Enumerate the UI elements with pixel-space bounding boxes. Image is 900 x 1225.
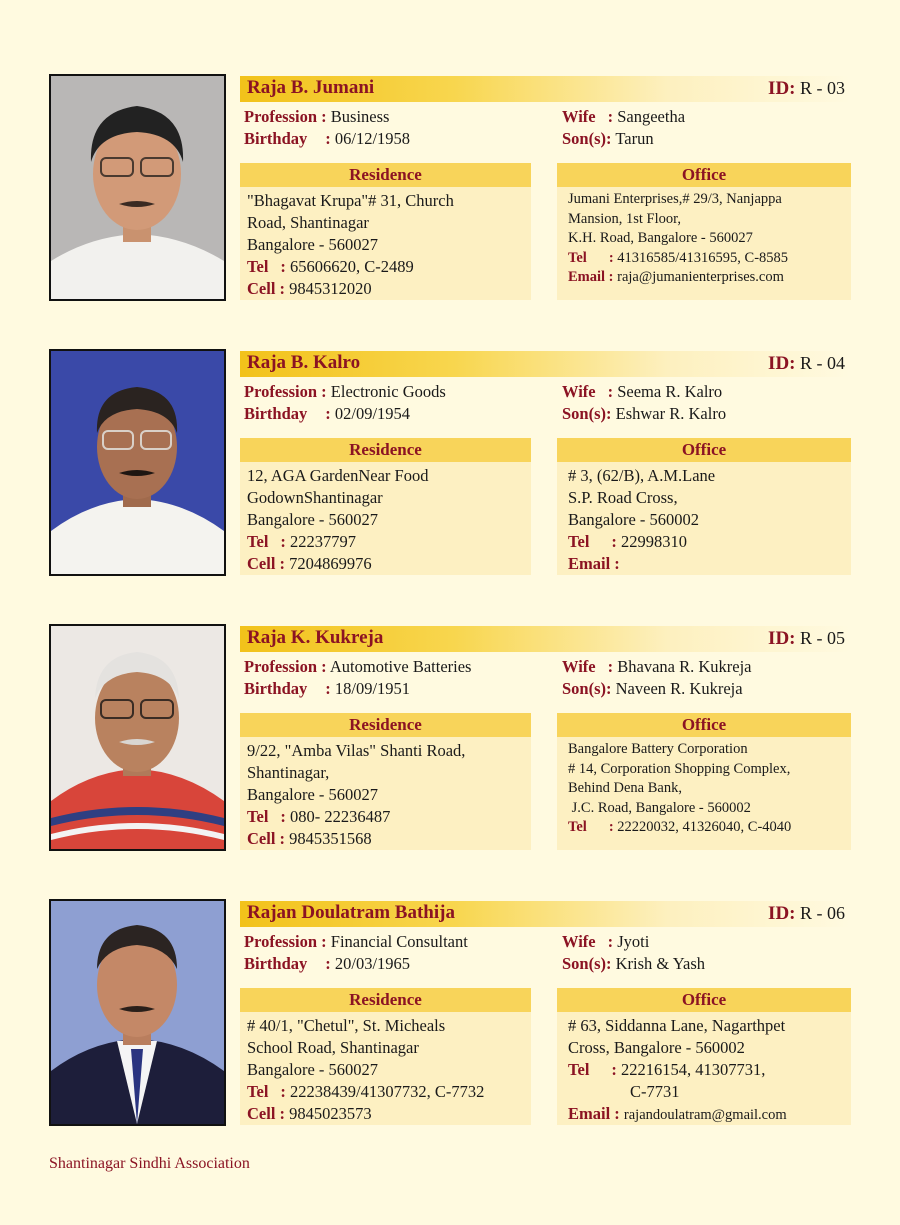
personal-info	[244, 381, 446, 425]
office-box	[557, 163, 851, 300]
cell-value: 7204869976	[289, 554, 372, 573]
association-footer: Shantinagar Sindhi Association	[49, 1155, 250, 1172]
birthday-colon: :	[325, 129, 331, 148]
sons-label: Son(s):	[562, 129, 612, 148]
birthday-label: Birthday	[244, 404, 308, 423]
profession-value: Electronic Goods	[330, 382, 446, 401]
residence-box	[240, 988, 531, 1125]
family-info	[562, 106, 685, 150]
address-line: Bangalore - 560027	[247, 1060, 379, 1079]
member-id-value: R - 03	[800, 78, 845, 98]
sons-value: Naveen R. Kukreja	[615, 679, 743, 698]
address-line: "Bhagavat Krupa"# 31, Church	[247, 191, 454, 210]
cell-value: 9845312020	[289, 279, 372, 298]
profession-label: Profession :	[244, 932, 327, 951]
family-info	[562, 656, 751, 700]
address-line: J.C. Road, Bangalore - 560002	[568, 799, 751, 816]
email-label: Email :	[568, 1104, 620, 1123]
birthday-value: 20/03/1965	[334, 954, 411, 973]
address-line: Shantinagar,	[247, 763, 330, 782]
residence-heading: Residence	[240, 988, 531, 1012]
profession-value: Business	[330, 107, 390, 126]
birthday-label: Birthday	[244, 679, 308, 698]
residence-details	[240, 1012, 531, 1125]
residence-details	[240, 737, 531, 850]
wife-label: Wife	[562, 657, 596, 676]
address-line: Mansion, 1st Floor,	[568, 210, 682, 227]
id-label: ID:	[768, 78, 796, 99]
residence-box	[240, 163, 531, 300]
tel-colon: :	[608, 249, 614, 266]
tel-colon: :	[280, 1082, 286, 1101]
member-id	[768, 78, 845, 100]
member-name: Rajan Doulatram Bathija	[247, 902, 455, 923]
portrait-image	[51, 76, 224, 299]
office-heading: Office	[557, 988, 851, 1012]
birthday-colon: :	[325, 954, 331, 973]
office-heading: Office	[557, 713, 851, 737]
cell-label: Cell :	[247, 829, 286, 848]
member-name-bar	[240, 901, 851, 927]
email-link[interactable]: rajandoulatram@gmail.com	[623, 1107, 787, 1123]
tel-value: 22998310	[621, 532, 688, 551]
email-link[interactable]: raja@jumanienterprises.com	[617, 269, 784, 286]
cell-value: 9845351568	[289, 829, 372, 848]
sons-value: Tarun	[615, 129, 654, 148]
office-box	[557, 438, 851, 575]
sons-value: Eshwar R. Kalro	[615, 404, 727, 423]
member-entry-r04	[49, 349, 851, 577]
wife-value: Seema R. Kalro	[617, 382, 723, 401]
address-line: # 14, Corporation Shopping Complex,	[568, 760, 791, 777]
tel-value: 22238439/41307732, C-7732	[290, 1082, 485, 1101]
family-info	[562, 381, 726, 425]
office-details	[557, 737, 851, 838]
member-id-value: R - 06	[800, 903, 845, 923]
id-label: ID:	[768, 903, 796, 924]
email-label: Email :	[568, 554, 620, 573]
tel-value-continued: C-7731	[630, 1082, 680, 1101]
address-line: School Road, Shantinagar	[247, 1038, 419, 1057]
member-photo	[49, 74, 226, 301]
address-line: Bangalore - 560027	[247, 785, 379, 804]
wife-value: Jyoti	[617, 932, 650, 951]
tel-colon: :	[280, 807, 286, 826]
address-line: K.H. Road, Bangalore - 560027	[568, 230, 753, 247]
cell-label: Cell :	[247, 1104, 286, 1123]
address-line: Bangalore - 560027	[247, 510, 379, 529]
member-name: Raja B. Jumani	[247, 77, 375, 98]
wife-colon: :	[607, 107, 614, 126]
profession-label: Profession :	[244, 107, 327, 126]
address-line: Bangalore Battery Corporation	[568, 741, 748, 757]
member-entry-r03	[49, 74, 851, 302]
tel-label: Tel	[247, 1082, 269, 1101]
profession-label: Profession :	[244, 382, 327, 401]
wife-label: Wife	[562, 932, 596, 951]
address-line: 9/22, "Amba Vilas" Shanti Road,	[247, 741, 466, 760]
member-id	[768, 628, 845, 650]
member-id	[768, 353, 845, 375]
member-name-bar	[240, 76, 851, 102]
profession-label: Profession :	[244, 657, 327, 676]
tel-label: Tel	[568, 532, 590, 551]
address-line: 12, AGA GardenNear Food	[247, 466, 429, 485]
wife-label: Wife	[562, 382, 596, 401]
address-line: Bangalore - 560027	[247, 235, 379, 254]
member-name-bar	[240, 351, 851, 377]
portrait-image	[51, 626, 224, 849]
residence-heading: Residence	[240, 438, 531, 462]
office-box	[557, 988, 851, 1125]
member-name: Raja K. Kukreja	[247, 627, 384, 648]
sons-value: Krish & Yash	[615, 954, 706, 973]
address-line: GodownShantinagar	[247, 488, 383, 507]
residence-details	[240, 462, 531, 575]
member-photo	[49, 349, 226, 576]
address-line: # 63, Siddanna Lane, Nagarthpet	[568, 1016, 786, 1035]
profession-value: Automotive Batteries	[329, 657, 472, 676]
address-line: S.P. Road Cross,	[568, 488, 678, 507]
tel-label: Tel	[247, 807, 269, 826]
birthday-value: 06/12/1958	[334, 129, 411, 148]
address-line: Bangalore - 560002	[568, 510, 700, 529]
member-photo	[49, 899, 226, 1126]
birthday-colon: :	[325, 679, 331, 698]
tel-label: Tel	[247, 532, 269, 551]
office-details	[557, 187, 851, 288]
office-box	[557, 713, 851, 850]
birthday-value: 18/09/1951	[334, 679, 411, 698]
birthday-label: Birthday	[244, 129, 308, 148]
address-line: # 3, (62/B), A.M.Lane	[568, 466, 716, 485]
birthday-value: 02/09/1954	[334, 404, 411, 423]
member-id-value: R - 04	[800, 353, 845, 373]
address-line: Road, Shantinagar	[247, 213, 369, 232]
cell-value: 9845023573	[289, 1104, 372, 1123]
tel-label: Tel	[568, 1060, 590, 1079]
id-label: ID:	[768, 353, 796, 374]
member-photo	[49, 624, 226, 851]
member-id-value: R - 05	[800, 628, 845, 648]
residence-heading: Residence	[240, 163, 531, 187]
personal-info	[244, 656, 471, 700]
tel-label: Tel	[568, 249, 587, 266]
wife-value: Sangeetha	[617, 107, 686, 126]
portrait-image	[51, 351, 224, 574]
id-label: ID:	[768, 628, 796, 649]
email-label: Email :	[568, 269, 614, 286]
tel-value: 22216154, 41307731,	[621, 1060, 766, 1079]
tel-colon: :	[608, 819, 614, 836]
address-line: Cross, Bangalore - 560002	[568, 1038, 745, 1057]
address-line: Behind Dena Bank,	[568, 780, 682, 797]
tel-colon: :	[611, 1060, 617, 1079]
residence-box	[240, 713, 531, 850]
birthday-label: Birthday	[244, 954, 308, 973]
office-heading: Office	[557, 438, 851, 462]
address-line: # 40/1, "Chetul", St. Micheals	[247, 1016, 446, 1035]
wife-colon: :	[607, 657, 614, 676]
tel-label: Tel	[247, 257, 269, 276]
wife-label: Wife	[562, 107, 596, 126]
residence-heading: Residence	[240, 713, 531, 737]
wife-colon: :	[607, 932, 614, 951]
tel-colon: :	[280, 257, 286, 276]
personal-info	[244, 106, 410, 150]
tel-value: 22237797	[290, 532, 357, 551]
sons-label: Son(s):	[562, 404, 612, 423]
member-entry-r06	[49, 899, 851, 1127]
wife-colon: :	[607, 382, 614, 401]
address-line: Jumani Enterprises,# 29/3, Nanjappa	[568, 191, 782, 207]
office-details	[557, 1012, 851, 1126]
tel-label: Tel	[568, 819, 587, 836]
profession-value: Financial Consultant	[330, 932, 468, 951]
member-id	[768, 903, 845, 925]
sons-label: Son(s):	[562, 679, 612, 698]
wife-value: Bhavana R. Kukreja	[617, 657, 752, 676]
tel-value: 080- 22236487	[290, 807, 391, 826]
tel-value: 65606620, C-2489	[290, 257, 414, 276]
family-info	[562, 931, 705, 975]
tel-colon: :	[611, 532, 617, 551]
member-name: Raja B. Kalro	[247, 352, 361, 373]
member-name-bar	[240, 626, 851, 652]
tel-value: 41316585/41316595, C-8585	[617, 249, 789, 266]
office-details	[557, 462, 851, 575]
birthday-colon: :	[325, 404, 331, 423]
portrait-image	[51, 901, 224, 1124]
sons-label: Son(s):	[562, 954, 612, 973]
residence-details	[240, 187, 531, 300]
tel-colon: :	[280, 532, 286, 551]
cell-label: Cell :	[247, 554, 286, 573]
personal-info	[244, 931, 468, 975]
cell-label: Cell :	[247, 279, 286, 298]
tel-value: 22220032, 41326040, C-4040	[617, 819, 792, 836]
residence-box	[240, 438, 531, 575]
office-heading: Office	[557, 163, 851, 187]
member-entry-r05	[49, 624, 851, 852]
